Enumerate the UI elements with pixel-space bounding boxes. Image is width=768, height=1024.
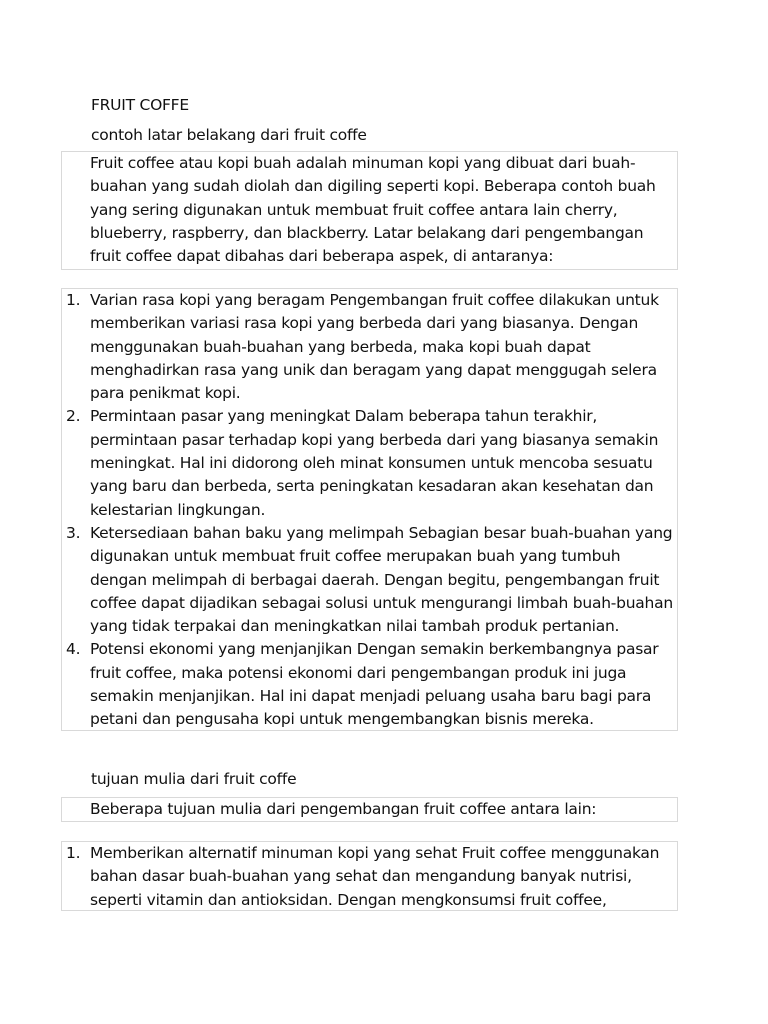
intro-text-box	[61, 151, 678, 270]
list-item	[62, 842, 677, 911]
list-item	[62, 289, 677, 405]
goals-intro-box	[61, 797, 678, 822]
list-item-text: Memberikan alternatif minuman kopi yang sehat Fruit coffee menggunakan bahan dasar buah-buahan yang sehat dan mengandung banyak nutrisi, seperti vitamin dan antioksidan. Dengan mengkonsumsi fruit coffee,	[90, 844, 660, 909]
list-item	[62, 405, 677, 521]
document-title: FRUIT COFFE	[91, 96, 189, 114]
list-item-number: 4.	[66, 640, 81, 659]
list-item-text: Permintaan pasar yang meningkat Dalam beberapa tahun terakhir, permintaan pasar terhadap kopi yang berbeda dari yang biasanya semakin meningkat. Hal ini didorong oleh minat konsumen untuk mencoba sesuatu yang baru dan berbeda, serta peningkatan kesadaran akan kesehatan dan kelestarian lingkungan.	[90, 407, 659, 519]
list-item	[62, 522, 677, 638]
list-item-number: 3.	[66, 523, 81, 542]
list-item-number: 1.	[66, 844, 81, 862]
section-heading-background: contoh latar belakang dari fruit coffe	[91, 126, 367, 144]
goals-intro-paragraph: Beberapa tujuan mulia dari pengembangan fruit coffee antara lain:	[90, 800, 597, 818]
goals-numbered-list	[62, 842, 677, 911]
section-heading-goals: tujuan mulia dari fruit coffe	[91, 770, 297, 788]
background-numbered-list	[62, 289, 677, 732]
list-item-number: 2.	[66, 407, 81, 426]
background-list-box	[61, 288, 678, 731]
list-item-text: Varian rasa kopi yang beragam Pengembangan fruit coffee dilakukan untuk memberikan variasi rasa kopi yang berbeda dari yang biasanya. Dengan menggunakan buah-buahan yang berbeda, maka kopi buah dapat menghadirkan rasa yang unik dan beragam yang dapat menggugah selera para penikmat kopi.	[90, 291, 659, 403]
goals-list-box	[61, 841, 678, 911]
list-item-text: Potensi ekonomi yang menjanjikan Dengan semakin berkembangnya pasar fruit coffee, maka potensi ekonomi dari pengembangan produk ini juga semakin menjanjikan. Hal ini dapat menjadi peluang usaha baru bagi para petani dan pengusaha kopi untuk mengembangkan bisnis mereka.	[90, 640, 659, 729]
list-item-text: Ketersediaan bahan baku yang melimpah Sebagian besar buah-buahan yang digunakan untuk membuat fruit coffee merupakan buah yang tumbuh dengan melimpah di berbagai daerah. Dengan begitu, pengembangan fruit coffee dapat dijadikan sebagai solusi untuk mengurangi limbah buah-buahan yang tidak terpakai dan meningkatkan nilai tambah produk pertanian.	[90, 523, 673, 636]
list-item	[62, 638, 677, 731]
intro-paragraph: Fruit coffee atau kopi buah adalah minuman kopi yang dibuat dari buah-buahan yang sudah diolah dan digiling seperti kopi. Beberapa contoh buah yang sering digunakan untuk membuat fruit coffee antara lain cherry, blueberry, raspberry, dan blackberry. Latar belakang dari pengembangan fruit coffee dapat dibahas dari beberapa aspek, di antaranya:	[90, 154, 656, 266]
list-item-number: 1.	[66, 291, 81, 309]
